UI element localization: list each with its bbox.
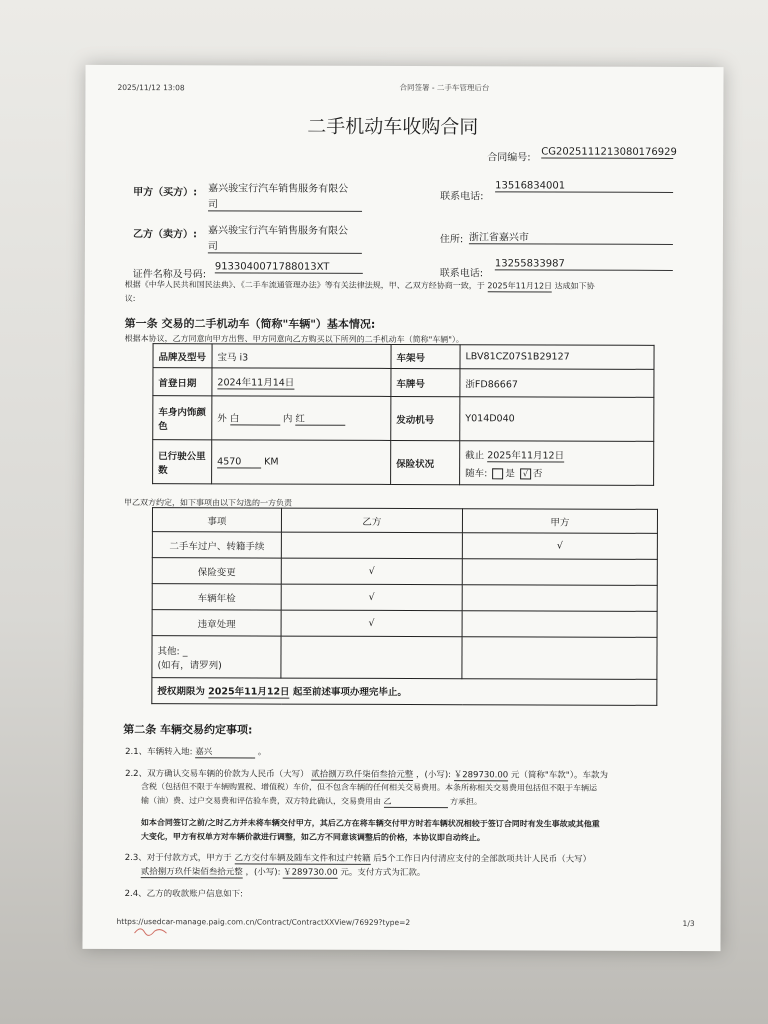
duty-other-cell [152, 636, 281, 678]
vin-value: LBV81CZ07S1B29127 [460, 345, 654, 370]
intro-date: 2025年11月12日 [487, 281, 553, 291]
clause-2-2-line2: 含税（包括但不限于车辆购置税、增值税）车价，但不包含车辆的任何相关交易费用。本条所称相关交易费用包括但不限于车辆运 [141, 782, 598, 793]
adjustment-clause-line1: 如本合同签订之前/之时乙方并未将车辆交付甲方，其后乙方在将车辆交付甲方时若车辆状况相较于签订合同时有发生事故或其他重 [140, 818, 600, 829]
party-b-phone-label: 联系电话: [439, 268, 484, 280]
duty-row-party-b[interactable]: √ [281, 558, 462, 585]
party-a-phone: 13516834001 [495, 180, 673, 193]
duty-intro: 甲乙双方约定，如下事项由以下勾选的一方负责 [124, 498, 293, 508]
authorization-date: 2025年11月12日 [208, 683, 289, 698]
duty-row-item: 保险变更 [152, 558, 281, 584]
duty-other-label: 其他: [157, 645, 180, 657]
party-a-phone-label: 联系电话: [440, 191, 484, 203]
plate-label: 车牌号 [391, 368, 460, 396]
clause-2-4: 2.4、乙方的收款账户信息如下: [124, 889, 244, 900]
model-label: 品牌及型号 [153, 344, 212, 368]
article1-desc: 根据本协议，乙方同意向甲方出售、甲方同意向乙方购买以下所列的二手机动车（简称"车辆"）。 [124, 334, 464, 345]
party-b-id: 9133040071788013XT [215, 261, 363, 274]
insurance-date: 2025年11月12日 [487, 447, 564, 462]
transfer-destination: 嘉兴 [195, 745, 255, 758]
duty-row-party-b[interactable] [281, 532, 462, 559]
duty-other-hint: (如有，请罗列) [157, 659, 222, 671]
plate-value: 浙FD86667 [460, 369, 654, 398]
party-b-address: 浙江省嘉兴市 [469, 228, 673, 245]
engine-value: Y014D040 [460, 397, 654, 442]
mileage-cell: 4570 KM [212, 440, 391, 485]
duty-row-party-b[interactable]: √ [281, 584, 462, 611]
price-numeric: ￥289730.00 [453, 770, 509, 781]
authorization-period: 授权期限为 2025年11月12日 起至前述事项办理完毕止。 [152, 678, 657, 706]
party-a-name-line2: 司 [208, 195, 362, 212]
insurance-yes-checkbox[interactable] [492, 468, 503, 479]
clause-2-2-line3: 输（油）费、过户交易费和评估验车费，双方特此确认，交易费用由 乙 方承担。 [140, 796, 483, 807]
mileage-value: 4570 [217, 456, 261, 468]
duty-other-party-a[interactable] [462, 637, 657, 680]
party-b-id-label: 证件名称及号码: [132, 269, 207, 281]
insurance-cell: 截止 2025年11月12日 随车: 是 √ 否 [460, 441, 654, 486]
article2-title: 第二条 车辆交易约定事项: [123, 723, 253, 737]
party-b-phone: 13255833987 [495, 258, 673, 271]
duty-header-party-a: 甲方 [462, 509, 657, 534]
interior-color: 红 [295, 411, 345, 426]
duty-header-item: 事项 [152, 508, 281, 532]
duty-row-item: 二手车过户、转籍手续 [152, 532, 281, 558]
party-b-name-line1: 嘉兴骏宝行汽车销售服务有限公 [207, 225, 348, 237]
article1-title: 第一条 交易的二手机动车（简称"车辆"）基本情况: [124, 317, 376, 331]
party-b-name-line2: 司 [208, 237, 362, 254]
duty-other-party-b[interactable] [281, 636, 462, 679]
color-label: 车身内饰颜色 [153, 396, 212, 440]
duty-row-party-a[interactable] [462, 559, 657, 586]
contract-no-value: CG2025111213080176929 [541, 146, 677, 158]
model-value: 宝马 i3 [212, 344, 391, 369]
party-b-addr-label: 住所: [439, 234, 464, 246]
price-uppercase: 贰拾捌万玖仟柒佰叁拾元整 [311, 769, 414, 781]
duty-row-party-b[interactable]: √ [281, 610, 462, 637]
vehicle-info-table [152, 343, 654, 486]
engine-label: 发动机号 [391, 396, 460, 440]
party-a-label: 甲方（买方）: [133, 187, 198, 199]
clause-2-1: 2.1、车辆转入地: 嘉兴 。 [125, 747, 267, 758]
reg-date-label: 首登日期 [153, 368, 212, 396]
exterior-color: 白 [230, 410, 280, 425]
party-b-label: 乙方（卖方）: [132, 229, 197, 241]
duty-row-party-a[interactable]: √ [462, 533, 657, 560]
footer-page-number: 1/3 [682, 918, 695, 929]
insurance-no-checkbox[interactable]: √ [520, 468, 531, 479]
color-values: 外 白 内 红 [212, 396, 391, 441]
duty-other-value: _ [182, 645, 188, 657]
clause-2-2-line1: 2.2、双方确认交易车辆的价款为人民币（大写） 贰拾捌万玖仟柒佰叁拾元整 ，(小写): ￥289730.00 元（简称"车款"）。车款为 [125, 769, 608, 781]
duty-table [151, 507, 658, 706]
contract-no-label: 合同编号: [487, 152, 531, 164]
payment-uppercase: 贰拾捌万玖仟柒佰叁拾元整 [140, 867, 243, 878]
intro-line1: 根据《中华人民共和国民法典》、《二手车流通管理办法》等有关法律法规，甲、乙双方经协商一致，于 2025年11月12日 达成如下协 [124, 280, 595, 291]
fee-bearer: 乙 [383, 796, 447, 808]
reg-date-value: 2024年11月14日 [217, 374, 294, 389]
adjustment-clause-line2: 大变化，甲方有权单方对车辆价款进行调整，如乙方不同意该调整后的价格，本协议即自动终止。 [140, 832, 485, 843]
party-a-name-line1: 嘉兴骏宝行汽车销售服务有限公 [208, 183, 349, 195]
contract-title: 二手机动车收购合同 [307, 115, 479, 139]
footer-url: https://usedcar-manage.paig.com.cn/Contract/ContractXXView/76929?type=2 [116, 917, 411, 928]
clause-2-3-line2: 贰拾捌万玖仟柒佰叁拾元整 ，(小写): ￥289730.00 元。支付方式为汇款。 [140, 867, 426, 879]
mileage-label: 已行驶公里数 [153, 440, 212, 484]
duty-row-item: 违章处理 [152, 610, 281, 636]
clause-2-3-line1: 2.3、对于付款方式，甲方于 乙方交付车辆及随车文件和过户转籍 后5个工作日内付清应支付的全部款项共计人民币（大写） [124, 853, 592, 865]
duty-row-item: 车辆年检 [152, 584, 281, 610]
intro-line2: 议: [124, 294, 136, 304]
insurance-label: 保险状况 [391, 440, 460, 484]
print-header-title: 合同签署 - 二手车管理后台 [399, 82, 490, 93]
red-ink-mark [132, 923, 172, 942]
vin-label: 车架号 [391, 344, 460, 368]
duty-row-party-a[interactable] [462, 611, 657, 638]
payment-condition: 乙方交付车辆及随车文件和过户转籍 [234, 853, 371, 864]
payment-numeric: ￥289730.00 [283, 867, 338, 878]
duty-row-party-a[interactable] [462, 585, 657, 612]
print-datetime: 2025/11/12 13:08 [117, 83, 185, 93]
contract-page [82, 65, 723, 951]
duty-header-party-b: 乙方 [281, 508, 462, 533]
